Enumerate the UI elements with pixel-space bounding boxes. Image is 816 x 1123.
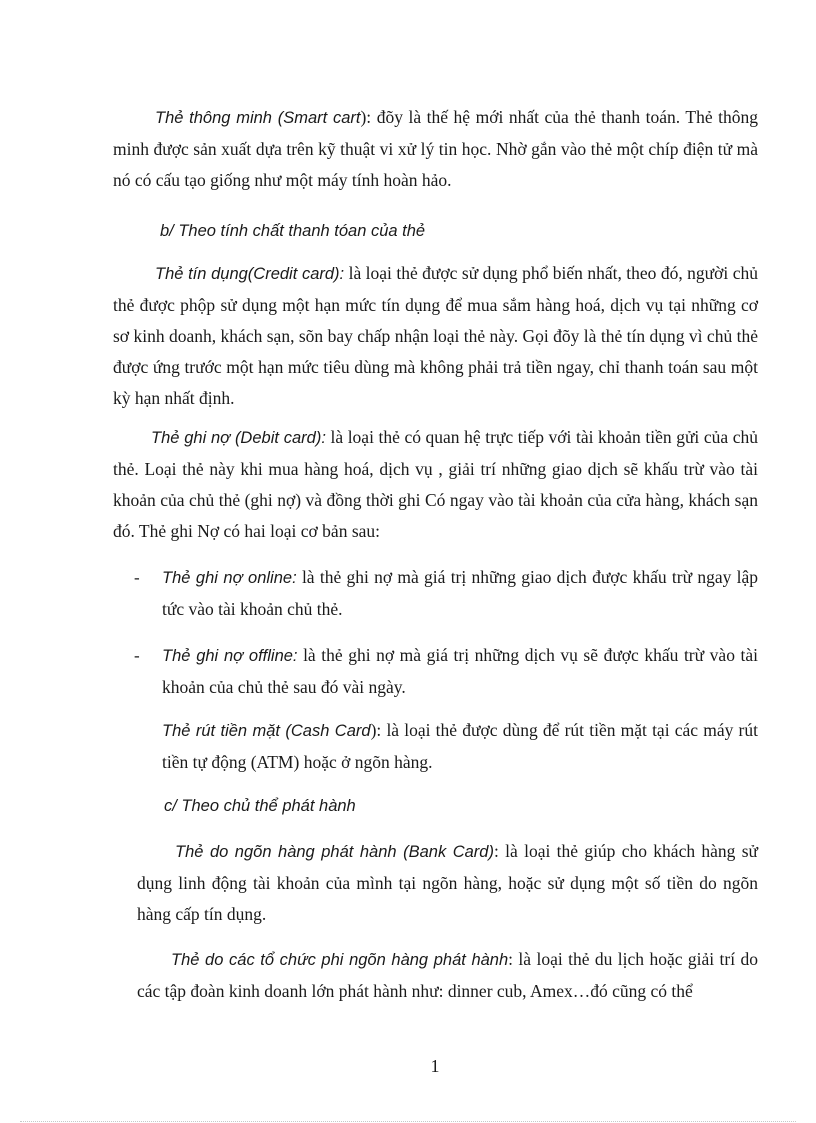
term-cash-card: Thẻ rút tiền mặt (Cash Card	[162, 722, 371, 740]
text-debit-offline: là thẻ ghi nợ mà giá trị những dịch vụ sẽ được khấu trừ vào tài khoản của chủ thẻ sau đó vài ngày.	[162, 645, 758, 697]
term-bank-card: Thẻ do ngõn hàng phát hành (Bank Card)	[175, 843, 494, 861]
term-debit-offline: Thẻ ghi nợ offline:	[162, 647, 298, 665]
paragraph-non-bank-card	[137, 944, 758, 1007]
paragraph-cash-card	[162, 715, 758, 778]
term-non-bank-card: Thẻ do các tổ chức phi ngõn hàng phát hành	[171, 951, 509, 969]
page-bottom-divider	[20, 1121, 796, 1122]
heading-payment-nature: b/ Theo tính chất thanh tóan của thẻ	[160, 222, 426, 240]
page-number: 1	[430, 1056, 440, 1076]
bullet-debit-offline	[162, 640, 758, 703]
term-debit-card: Thẻ ghi nợ (Debit card):	[151, 429, 326, 447]
paragraph-debit-card	[113, 422, 758, 547]
text-non-bank-card: : là loại thẻ du lịch hoặc giải trí do các tập đoàn kinh doanh lớn phát hành như: dinner cub, Amex…đó cũng có thể	[137, 949, 758, 1001]
bullet-dash: -	[134, 568, 140, 587]
text-credit-card: là loại thẻ được sử dụng phổ biến nhất, theo đó, người chủ thẻ được phộp sử dụng một hạn mức tín dụng để mua sắm hàng hoá, dịch vụ tại những cơ sơ kinh doanh, khách sạn, sõn bay chấp nhận loại thẻ này. Gọi đõy là thẻ tín dụng vì chủ thẻ được ứng trước một hạn mức tiêu dùng mà không phải trả tiền ngay, chỉ thanh toán sau một kỳ hạn nhất định.	[113, 263, 759, 408]
text-bank-card: : là loại thẻ giúp cho khách hàng sử dụng linh động tài khoản của mình tại ngõn hàng, hoặc sử dụng một số tiền do ngõn hàng cấp tín dụng.	[137, 841, 759, 924]
term-smart-card: Thẻ thông minh (Smart cart	[155, 109, 361, 127]
paragraph-credit-card	[113, 258, 758, 414]
text-debit-online: là thẻ ghi nợ mà giá trị những giao dịch được khấu trừ ngay lập tức vào tài khoản chủ thẻ.	[162, 567, 758, 619]
term-credit-card: Thẻ tín dụng(Credit card):	[155, 265, 345, 283]
term-debit-online: Thẻ ghi nợ online:	[162, 569, 297, 587]
paragraph-smart-card	[113, 102, 758, 196]
text-debit-card: là loại thẻ có quan hệ trực tiếp với tài khoản tiền gửi của chủ thẻ. Loại thẻ này khi mua hàng hoá, dịch vụ , giải trí những giao dịch sẽ khấu trừ vào tài khoản của chủ thẻ (ghi nợ) và đồng thời ghi Có ngay vào tài khoản của cửa hàng, khách sạn đó. Thẻ ghi Nợ có hai loại cơ bản sau:	[113, 427, 758, 541]
bullet-debit-online	[162, 562, 758, 625]
heading-issuer: c/ Theo chủ thể phát hành	[164, 797, 356, 815]
text-cash-card: ): là loại thẻ được dùng để rút tiền mặt tại các máy rút tiền tự động (ATM) hoặc ở ngõn hàng.	[162, 720, 758, 772]
text-smart-card: ): đõy là thế hệ mới nhất của thẻ thanh toán. Thẻ thông minh được sản xuất dựa trên kỹ thuật vi xử lý tin học. Nhờ gắn vào thẻ một chíp điện tử mà nó có cấu tạo giống như một máy tính hoàn hảo.	[113, 107, 759, 190]
bullet-dash: -	[134, 646, 140, 665]
paragraph-bank-card	[137, 836, 758, 930]
